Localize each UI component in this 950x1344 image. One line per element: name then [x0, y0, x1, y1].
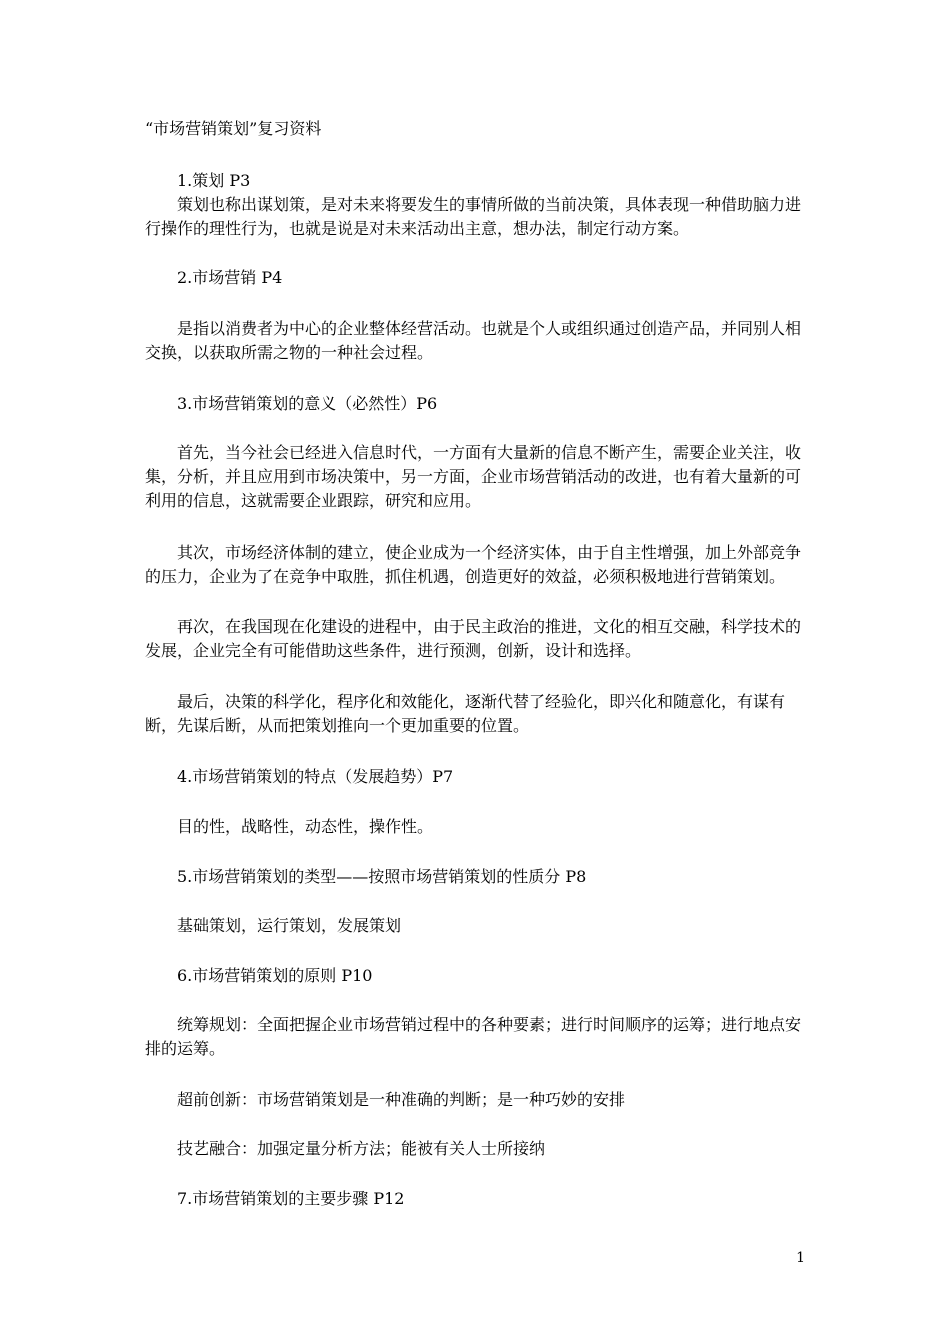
section-5-heading: 5.市场营销策划的类型——按照市场营销策划的性质分 P8: [177, 867, 587, 886]
page-number: 1: [796, 1250, 805, 1266]
section-3-paragraph-2: 其次，市场经济体制的建立，使企业成为一个经济实体，由于自主性增强，加上外部竞争的压力，企业为了在竞争中取胜，抓住机遇，创造更好的效益，必须积极地进行营销策划。: [145, 543, 802, 586]
section-3-paragraph-1: 首先，当今社会已经进入信息时代，一方面有大量新的信息不断产生，需要企业关注，收集，分析，并且应用到市场决策中，另一方面，企业市场营销活动的改进，也有着大量新的可利用的信息，这就需要企业跟踪，研究和应用。: [145, 443, 802, 510]
section-6-paragraph-3: 技艺融合：加强定量分析方法；能被有关人士所接纳: [177, 1139, 546, 1158]
section-4-heading: 4.市场营销策划的特点（发展趋势）P7: [177, 767, 454, 786]
section-6-heading: 6.市场营销策划的原则 P10: [177, 966, 373, 985]
section-3-paragraph-3: 再次，在我国现在化建设的进程中，由于民主政治的推进，文化的相互交融，科学技术的发展，企业完全有可能借助这些条件，进行预测，创新，设计和选择。: [145, 617, 802, 660]
section-1-paragraph-1: 策划也称出谋划策，是对未来将要发生的事情所做的当前决策，具体表现一种借助脑力进行操作的理性行为，也就是说是对未来活动出主意，想办法，制定行动方案。: [145, 195, 802, 238]
section-2-paragraph-1: 是指以消费者为中心的企业整体经营活动。也就是个人或组织通过创造产品，并同别人相交换，以获取所需之物的一种社会过程。: [145, 319, 802, 362]
section-6-paragraph-1: 统筹规划：全面把握企业市场营销过程中的各种要素；进行时间顺序的运筹；进行地点安排的运筹。: [145, 1015, 802, 1058]
section-3-heading: 3.市场营销策划的意义（必然性）P6: [177, 394, 438, 413]
section-5-paragraph-1: 基础策划，运行策划，发展策划: [177, 916, 402, 935]
section-3-paragraph-4: 最后，决策的科学化，程序化和效能化，逐渐代替了经验化，即兴化和随意化，有谋有断，先谋后断，从而把策划推向一个更加重要的位置。: [145, 692, 786, 735]
section-4-paragraph-1: 目的性，战略性，动态性，操作性。: [177, 817, 434, 836]
document-title: “市场营销策划”复习资料: [145, 119, 322, 138]
section-2-heading: 2.市场营销 P4: [177, 268, 283, 287]
section-6-paragraph-2: 超前创新：市场营销策划是一种准确的判断；是一种巧妙的安排: [177, 1090, 626, 1109]
section-1-heading: 1.策划 P3: [177, 171, 251, 190]
section-7-heading: 7.市场营销策划的主要步骤 P12: [177, 1189, 405, 1208]
